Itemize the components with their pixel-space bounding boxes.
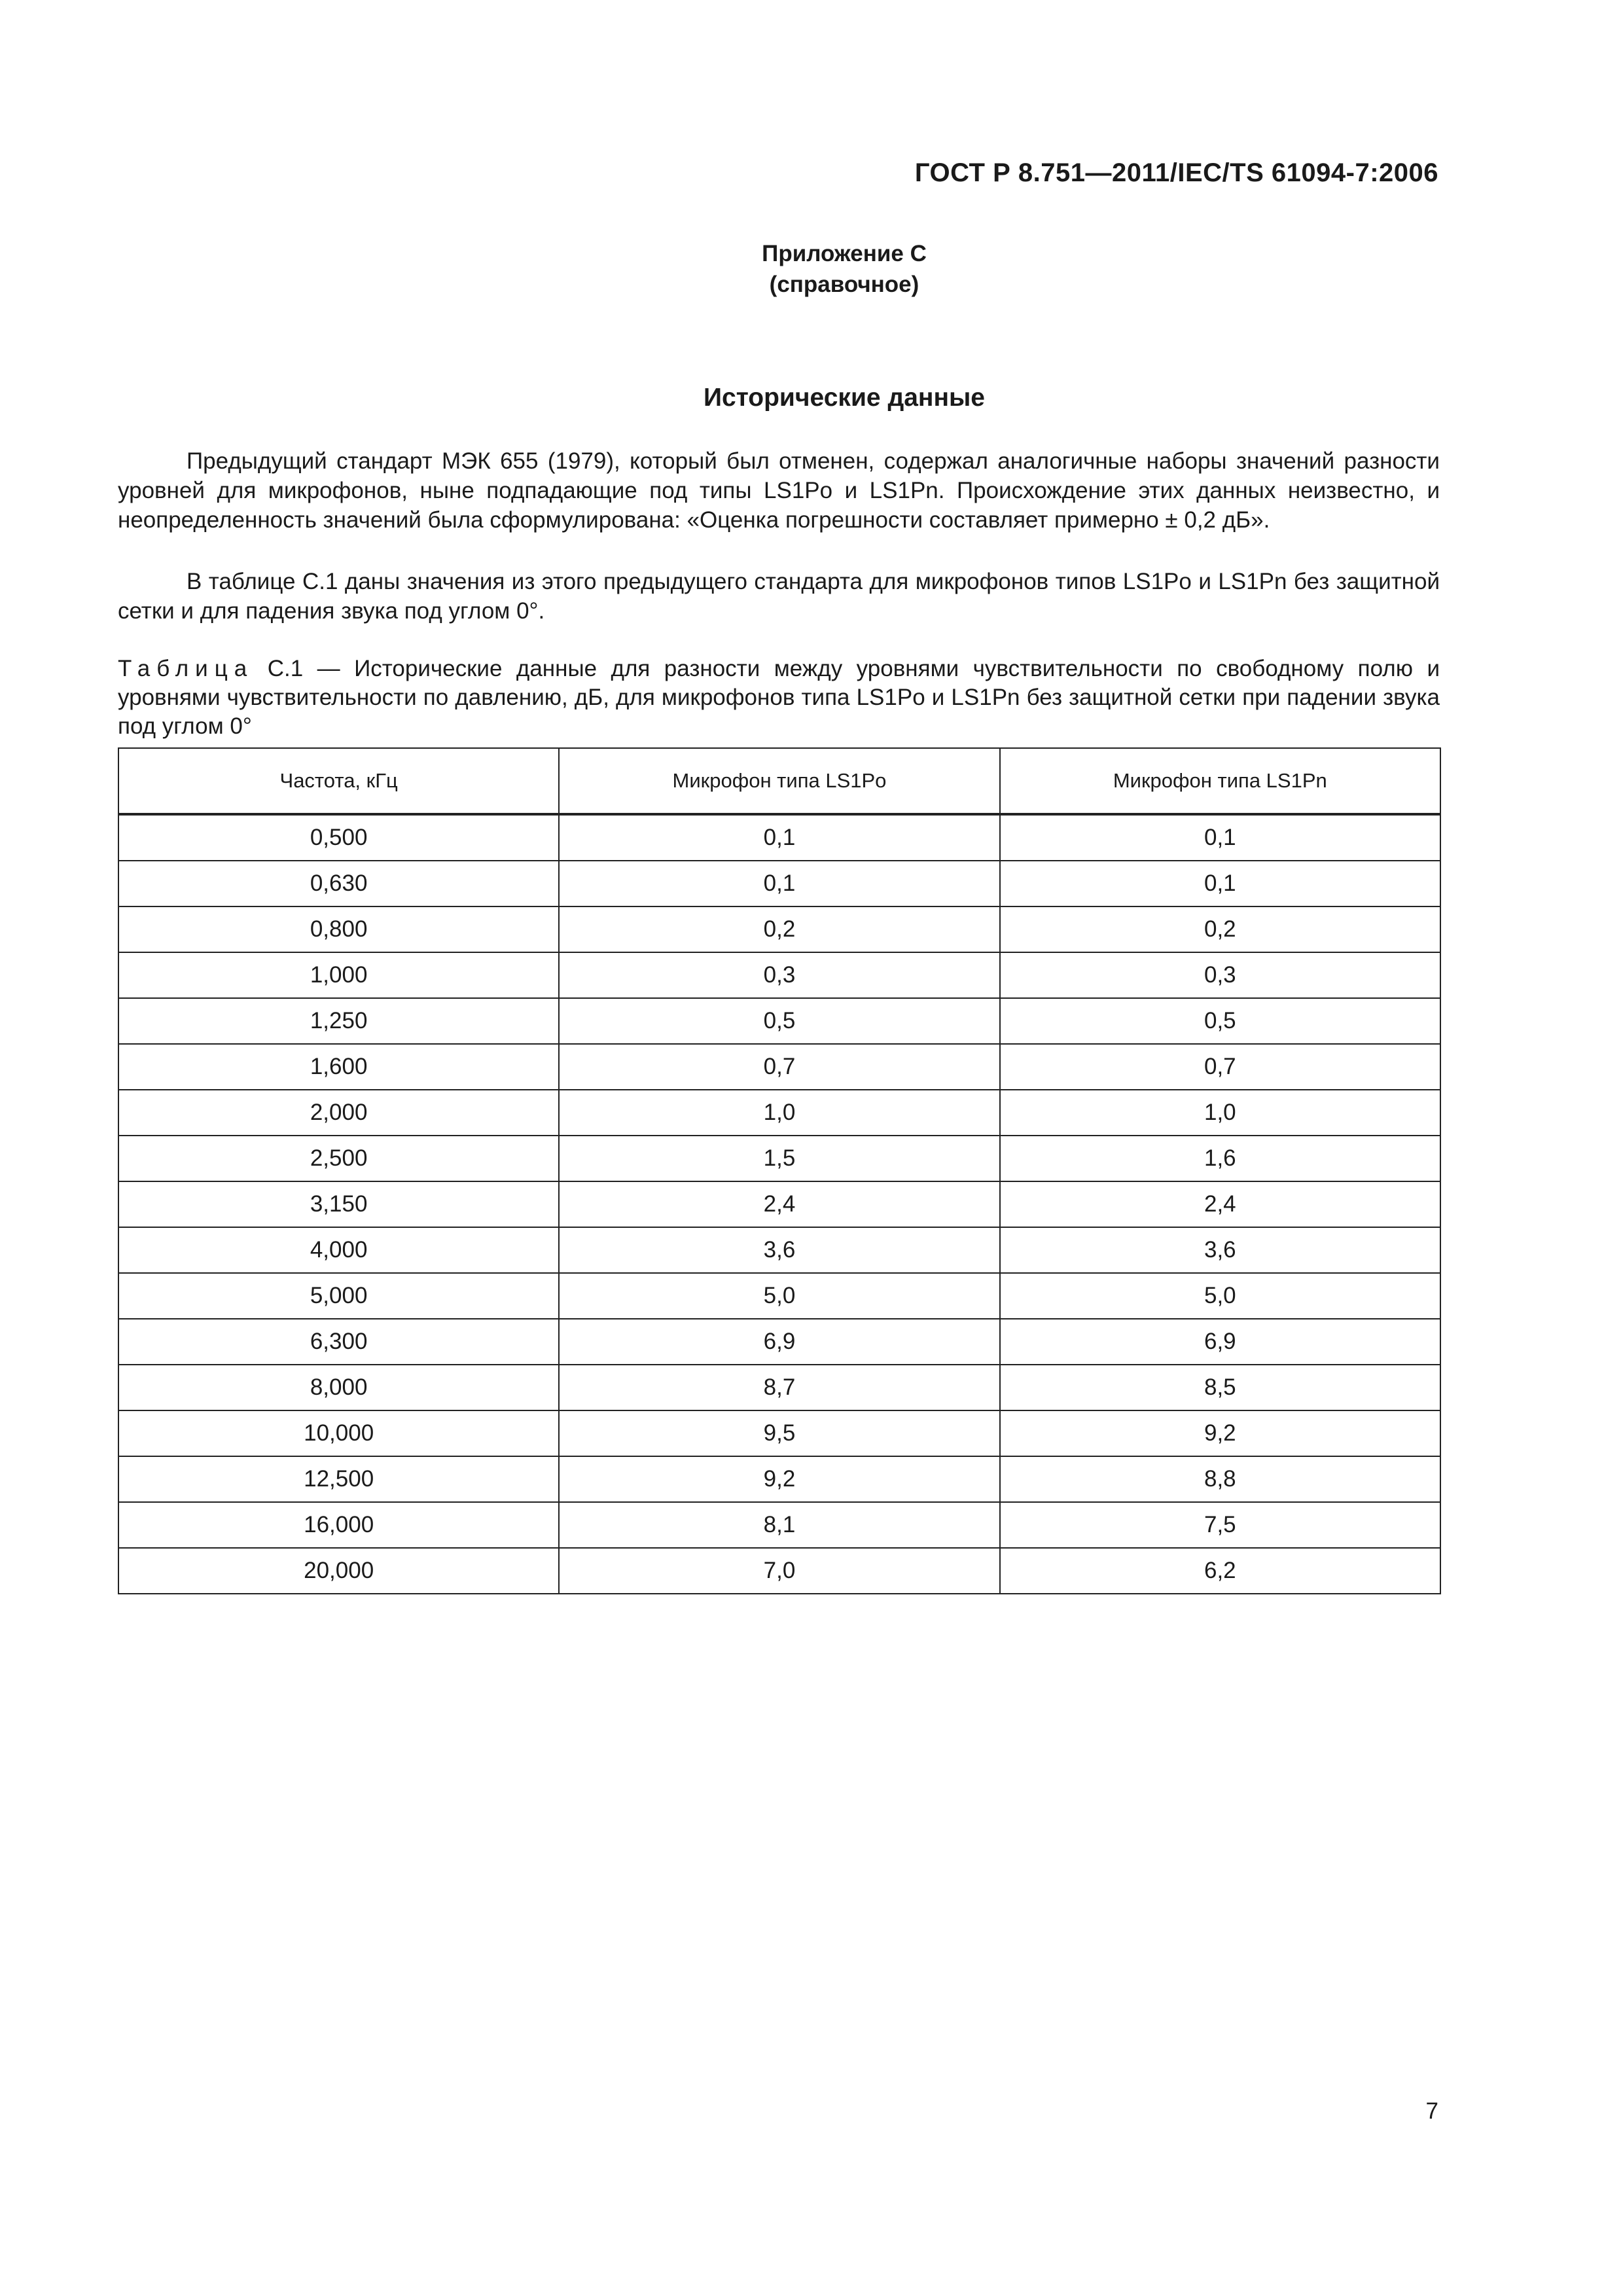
cell-frequency: 8,000 xyxy=(118,1365,559,1410)
cell-ls1po: 0,3 xyxy=(559,952,999,998)
cell-ls1pn: 3,6 xyxy=(1000,1227,1440,1273)
paragraph-2 xyxy=(118,567,1440,626)
cell-ls1pn: 1,6 xyxy=(1000,1136,1440,1181)
cell-ls1pn: 6,9 xyxy=(1000,1319,1440,1365)
cell-ls1po: 6,9 xyxy=(559,1319,999,1365)
table-row xyxy=(118,906,1440,952)
cell-ls1pn: 5,0 xyxy=(1000,1273,1440,1319)
cell-ls1pn: 0,2 xyxy=(1000,906,1440,952)
page-number: 7 xyxy=(1425,2098,1438,2124)
cell-frequency: 1,250 xyxy=(118,998,559,1044)
cell-ls1pn: 0,1 xyxy=(1000,861,1440,906)
cell-frequency: 4,000 xyxy=(118,1227,559,1273)
cell-ls1pn: 8,5 xyxy=(1000,1365,1440,1410)
table-row xyxy=(118,1410,1440,1456)
table-row xyxy=(118,998,1440,1044)
cell-ls1pn: 8,8 xyxy=(1000,1456,1440,1502)
cell-ls1pn: 9,2 xyxy=(1000,1410,1440,1456)
cell-ls1pn: 0,3 xyxy=(1000,952,1440,998)
table-row xyxy=(118,952,1440,998)
cell-frequency: 2,000 xyxy=(118,1090,559,1136)
cell-frequency: 5,000 xyxy=(118,1273,559,1319)
table-row xyxy=(118,1502,1440,1548)
cell-ls1po: 1,0 xyxy=(559,1090,999,1136)
appendix-subtitle: (справочное) xyxy=(769,272,919,297)
appendix-title: Приложение С xyxy=(762,241,927,266)
cell-ls1pn: 1,0 xyxy=(1000,1090,1440,1136)
cell-frequency: 2,500 xyxy=(118,1136,559,1181)
table-row xyxy=(118,814,1440,861)
cell-ls1po: 0,5 xyxy=(559,998,999,1044)
cell-ls1po: 7,0 xyxy=(559,1548,999,1594)
cell-ls1pn: 6,2 xyxy=(1000,1548,1440,1594)
cell-frequency: 6,300 xyxy=(118,1319,559,1365)
table-caption-text: С.1 — Исторические данные для разности между уровнями чувствительности по свободному полю и уровнями чувствительности по давлению, дБ, для микрофонов типа LS1Po и LS1Pn без защитной сетки при падении звука под углом 0° xyxy=(118,656,1440,739)
cell-ls1po: 2,4 xyxy=(559,1181,999,1227)
table-header-row xyxy=(118,748,1440,814)
cell-ls1po: 1,5 xyxy=(559,1136,999,1181)
table-row xyxy=(118,1090,1440,1136)
cell-ls1po: 0,1 xyxy=(559,861,999,906)
cell-frequency: 3,150 xyxy=(118,1181,559,1227)
cell-ls1po: 8,1 xyxy=(559,1502,999,1548)
table-row xyxy=(118,1273,1440,1319)
table-row xyxy=(118,1456,1440,1502)
section-title-text: Исторические данные xyxy=(703,384,985,412)
appendix-heading xyxy=(0,238,1623,300)
table-row xyxy=(118,1319,1440,1365)
table-row xyxy=(118,1227,1440,1273)
table-row xyxy=(118,1548,1440,1594)
cell-ls1po: 0,7 xyxy=(559,1044,999,1090)
cell-ls1pn: 0,7 xyxy=(1000,1044,1440,1090)
cell-ls1po: 0,1 xyxy=(559,814,999,861)
table-caption xyxy=(118,655,1440,741)
paragraph-2-text: В таблице С.1 даны значения из этого предыдущего стандарта для микрофонов типов LS1Po и LS1Pn без защитной сетки и для падения звука под углом 0°. xyxy=(118,569,1440,624)
cell-frequency: 0,500 xyxy=(118,814,559,861)
cell-ls1po: 5,0 xyxy=(559,1273,999,1319)
cell-ls1po: 9,5 xyxy=(559,1410,999,1456)
header-frequency: Частота, кГц xyxy=(118,748,559,814)
data-table xyxy=(118,747,1441,1594)
cell-frequency: 1,600 xyxy=(118,1044,559,1090)
table-caption-label: Таблица xyxy=(118,656,254,681)
document-code-header: ГОСТ Р 8.751—2011/IEC/TS 61094-7:2006 xyxy=(914,158,1438,187)
table-row xyxy=(118,1181,1440,1227)
cell-ls1pn: 7,5 xyxy=(1000,1502,1440,1548)
cell-ls1po: 0,2 xyxy=(559,906,999,952)
cell-ls1pn: 0,5 xyxy=(1000,998,1440,1044)
cell-frequency: 1,000 xyxy=(118,952,559,998)
cell-frequency: 16,000 xyxy=(118,1502,559,1548)
paragraph-1-text: Предыдущий стандарт МЭК 655 (1979), который был отменен, содержал аналогичные наборы значений разности уровней для микрофонов, ныне подпадающие под типы LS1Po и LS1Pn. Происхождение этих данных неизвестно, и неопределенность значений была сформулирована: «Оценка погрешности составляет примерно ± 0,2 дБ». xyxy=(118,448,1440,533)
cell-frequency: 20,000 xyxy=(118,1548,559,1594)
header-ls1po: Микрофон типа LS1Po xyxy=(559,748,999,814)
table-row xyxy=(118,1136,1440,1181)
table-row xyxy=(118,861,1440,906)
header-ls1pn: Микрофон типа LS1Pn xyxy=(1000,748,1440,814)
cell-ls1pn: 0,1 xyxy=(1000,814,1440,861)
cell-ls1po: 9,2 xyxy=(559,1456,999,1502)
cell-frequency: 0,630 xyxy=(118,861,559,906)
section-title xyxy=(0,384,1623,412)
table-body xyxy=(118,814,1440,1594)
cell-ls1pn: 2,4 xyxy=(1000,1181,1440,1227)
cell-frequency: 12,500 xyxy=(118,1456,559,1502)
table-row xyxy=(118,1044,1440,1090)
cell-frequency: 10,000 xyxy=(118,1410,559,1456)
table-row xyxy=(118,1365,1440,1410)
paragraph-1 xyxy=(118,446,1440,535)
cell-frequency: 0,800 xyxy=(118,906,559,952)
cell-ls1po: 8,7 xyxy=(559,1365,999,1410)
cell-ls1po: 3,6 xyxy=(559,1227,999,1273)
